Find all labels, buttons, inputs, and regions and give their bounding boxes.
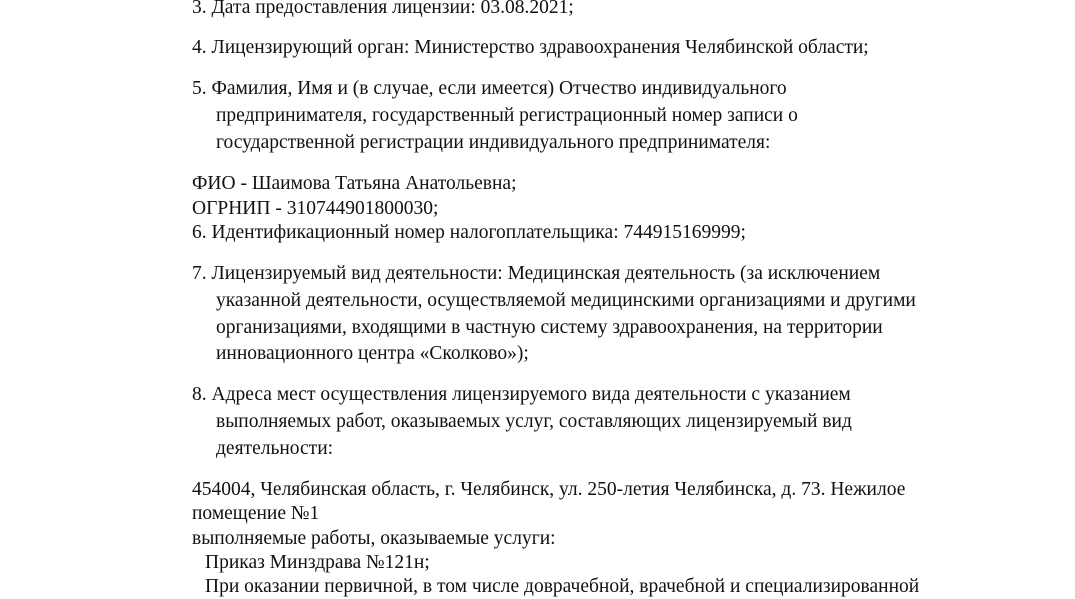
item-5-entrepreneur-line-2: предпринимателя, государственный регистрационный номер записи о: [216, 105, 798, 126]
item-7-activity-line-1: 7. Лицензируемый вид деятельности: Медицинская деятельность (за исключением: [192, 263, 881, 284]
works-services-heading: выполняемые работы, оказываемые услуги:: [192, 528, 556, 549]
item-8-addresses-line-3: деятельности:: [216, 438, 334, 459]
item-7-activity-line-2: указанной деятельности, осуществляемой медицинскими организациями и другими: [216, 290, 916, 311]
item-5-entrepreneur-line-3: государственной регистрации индивидуального предпринимателя:: [216, 132, 771, 153]
order-reference: Приказ Минздрава №121н;: [205, 552, 430, 573]
item-8-addresses-line-2: выполняемых работ, оказываемых услуг, составляющих лицензируемый вид: [216, 411, 852, 432]
item-3-license-date: 3. Дата предоставления лицензии: 03.08.2021;: [192, 0, 574, 18]
ogrnip: ОГРНИП - 310744901800030;: [192, 198, 439, 219]
item-7-activity-line-4: инновационного центра «Сколково»);: [216, 343, 529, 364]
item-6-taxpayer-id: 6. Идентификационный номер налогоплательщика: 744915169999;: [192, 222, 746, 243]
item-5-entrepreneur-line-1: 5. Фамилия, Имя и (в случае, если имеется) Отчество индивидуального: [192, 78, 787, 99]
address-line-2: помещение №1: [192, 503, 320, 524]
address-line-1: 454004, Челябинская область, г. Челябинск, ул. 250-летия Челябинска, д. 73. Нежилое: [192, 479, 906, 500]
full-name: ФИО - Шаимова Татьяна Анатольевна;: [192, 173, 517, 194]
item-7-activity-line-3: организациями, входящими в частную систему здравоохранения, на территории: [216, 317, 883, 338]
item-4-licensing-authority: 4. Лицензирующий орган: Министерство здравоохранения Челябинской области;: [192, 37, 869, 58]
item-8-addresses-line-1: 8. Адреса мест осуществления лицензируемого вида деятельности с указанием: [192, 384, 851, 405]
services-cut-off-line: При оказании первичной, в том числе доврачебной, врачебной и специализированной: [205, 576, 920, 597]
